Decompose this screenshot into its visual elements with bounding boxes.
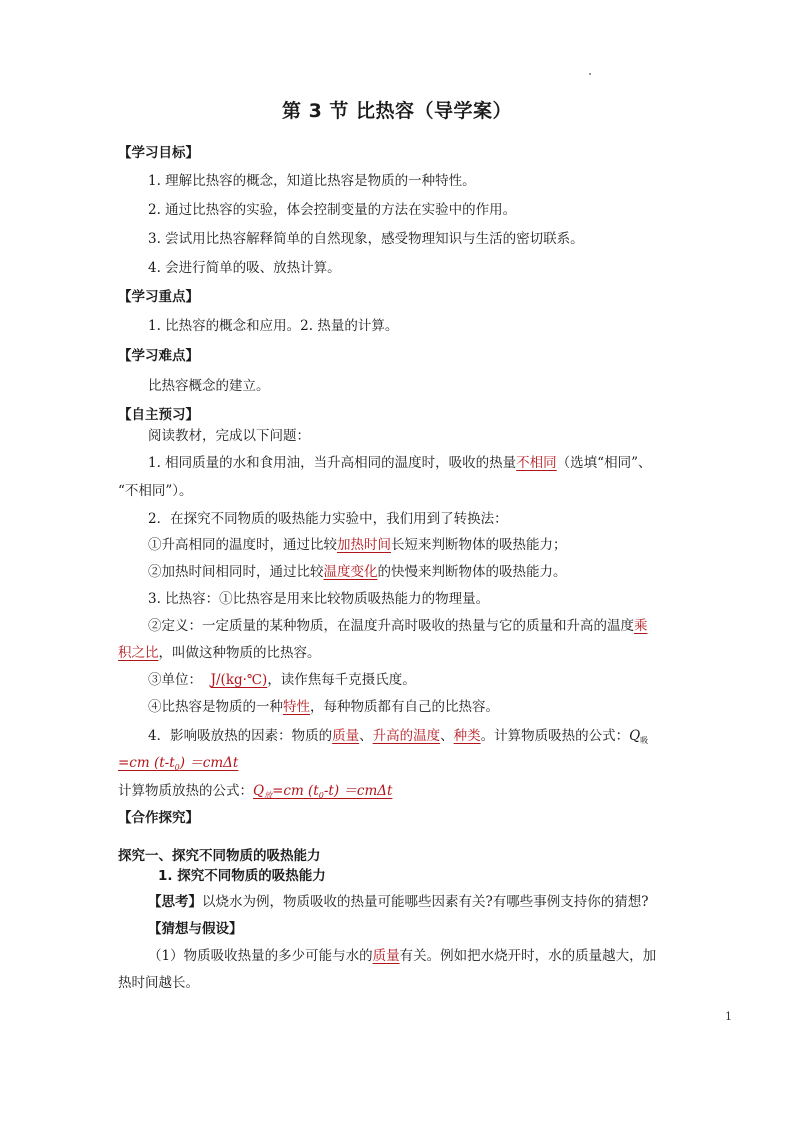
hypothesis-1: （1）物质吸收热量的多少可能与水的质量有关。例如把水烧开时，水的质量越大，加 bbox=[148, 948, 657, 964]
answer-blank: 积之比 bbox=[118, 645, 159, 661]
key-text: 1. 比热容的概念和应用。2. 热量的计算。 bbox=[148, 318, 399, 334]
preview-q2-1: ①升高相同的温度时，通过比较加热时间长短来判断物体的吸热能力； bbox=[148, 537, 567, 553]
stray-dot bbox=[589, 73, 591, 75]
preview-q3: 3. 比热容：①比热容是用来比较物质吸热能力的物理量。 bbox=[148, 591, 490, 607]
preview-q1: 1. 相同质量的水和食用油，当升高相同的温度时，吸收的热量不相同（选填“相同”、 bbox=[148, 455, 652, 471]
answer-blank: 质量 bbox=[372, 948, 400, 964]
page-title: 第 3 节 比热容（导学案） bbox=[281, 100, 513, 122]
inquiry-subtitle: 1. 探究不同物质的吸热能力 bbox=[158, 868, 326, 884]
preview-q2: 2．在探究不同物质的吸热能力实验中，我们用到了转换法： bbox=[148, 511, 508, 527]
goals-heading: 【学习目标】 bbox=[118, 145, 199, 161]
preview-q3-4: ④比热容是物质的一种特性，每种物质都有自己的比热容。 bbox=[148, 699, 499, 715]
goal-item-1: 1. 理解比热容的概念，知道比热容是物质的一种特性。 bbox=[148, 173, 476, 189]
page-number: 1 bbox=[725, 1010, 732, 1023]
key-heading: 【学习重点】 bbox=[118, 289, 199, 305]
preview-q4-formula bbox=[118, 753, 238, 778]
preview-intro: 阅读教材，完成以下问题： bbox=[148, 428, 310, 444]
difficulty-text: 比热容概念的建立。 bbox=[148, 378, 270, 394]
goal-item-2: 2. 通过比热容的实验，体会控制变量的方法在实验中的作用。 bbox=[148, 202, 517, 218]
absorb-formula: =cm $(t-t_0) =cm\Delta t$ bbox=[118, 755, 239, 772]
goal-item-4: 4. 会进行简单的吸、放热计算。 bbox=[148, 260, 341, 276]
release-formula: $Q_放=cm$ $(t_0-t) =cm\Delta t$ bbox=[253, 783, 393, 800]
hypothesis-heading: 【猜想与假设】 bbox=[148, 921, 243, 937]
preview-q2-2: ②加热时间相同时，通过比较温度变化的快慢来判断物体的吸热能力。 bbox=[148, 564, 567, 580]
answer-blank: 温度变化 bbox=[323, 564, 378, 580]
goal-item-3: 3. 尝试用比热容解释简单的自然现象，感受物理知识与生活的密切联系。 bbox=[148, 231, 584, 247]
answer-blank: J/(kg·℃) bbox=[210, 672, 268, 688]
answer-blank: 质量 bbox=[332, 728, 360, 744]
answer-blank: 乘 bbox=[634, 618, 648, 634]
difficulty-heading: 【学习难点】 bbox=[118, 348, 199, 364]
think-line: 【思考】以烧水为例，物质吸收的热量可能哪些因素有关?有哪些事例支持你的猜想? bbox=[148, 894, 649, 910]
answer-blank: 不相同 bbox=[516, 455, 557, 471]
answer-blank: 种类 bbox=[453, 728, 481, 744]
preview-q5: 计算物质放热的公式：$Q_放=cm$ $(t_0-t) =cm\Delta t$ bbox=[118, 783, 393, 800]
answer-blank: 特性 bbox=[283, 699, 310, 715]
preview-q1-cont: “不相同”）。 bbox=[118, 483, 193, 499]
preview-heading: 【自主预习】 bbox=[118, 407, 199, 423]
preview-q4: 4．影响吸放热的因素：物质的质量、升高的温度、种类。计算物质吸热的公式：$Q_吸$ bbox=[148, 728, 649, 745]
hypothesis-1-cont: 热时间越长。 bbox=[118, 975, 199, 991]
preview-q3-3: ③单位： J/(kg·℃)，读作焦每千克摄氏度。 bbox=[148, 672, 416, 688]
answer-blank: 升高的温度 bbox=[372, 728, 441, 744]
inquiry-title: 探究一、探究不同物质的吸热能力 bbox=[118, 848, 321, 864]
preview-q3-2-cont: 积之比，叫做这种物质的比热容。 bbox=[118, 645, 321, 661]
coop-heading: 【合作探究】 bbox=[118, 810, 199, 826]
preview-q3-2: ②定义：一定质量的某种物质，在温度升高时吸收的热量与它的质量和升高的温度乘 bbox=[148, 618, 648, 634]
answer-blank: 加热时间 bbox=[337, 537, 391, 553]
